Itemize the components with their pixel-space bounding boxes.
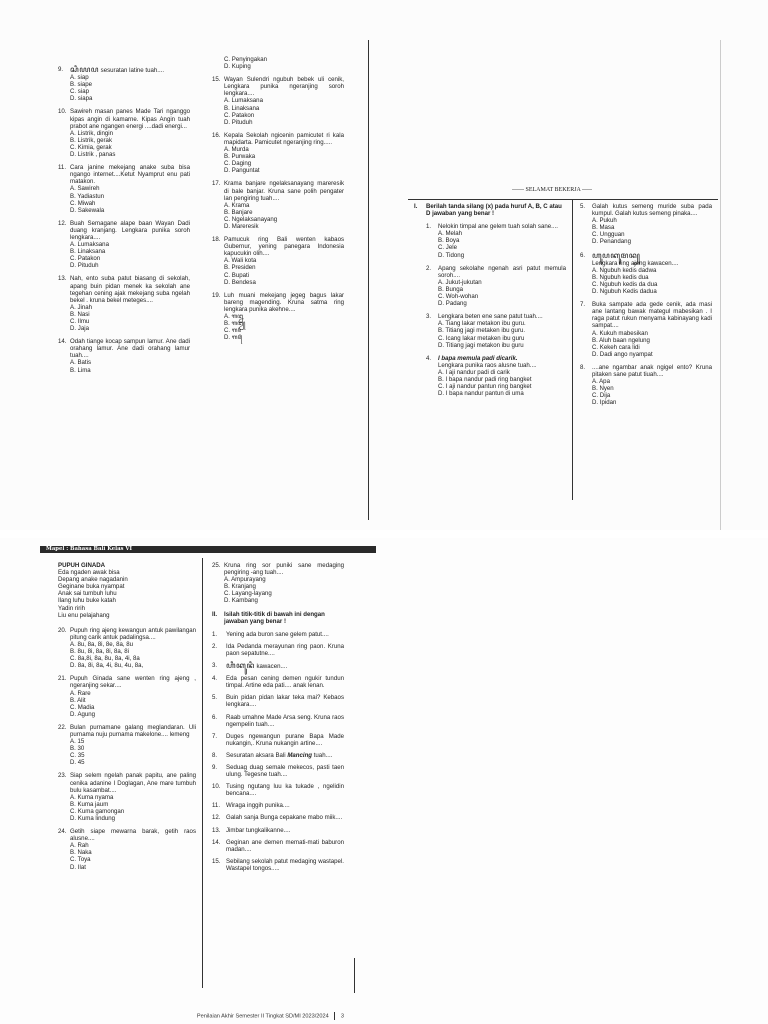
section-2-heading: II. Isilah titik-titik di bawah ini dengan jawaban yang benar ! [212, 610, 325, 625]
essay-item [212, 783, 344, 797]
answer-option[interactable]: C. Miwah [70, 199, 96, 207]
section-rule [408, 199, 718, 200]
essay-item [212, 814, 344, 821]
answer-option[interactable]: D. Tidong [438, 251, 465, 259]
answer-option[interactable]: A. 8u, 8a, 8i, 8e, 8a, 8u [70, 640, 134, 648]
answer-option[interactable]: C. Icang lakar metaken ibu guru [438, 334, 525, 342]
answer-option[interactable]: C. Ilmu [70, 318, 90, 325]
essay-text: ꦲꦶꦏꦸꦤꦶ kawacen.... [226, 661, 288, 671]
answer-option[interactable]: C. Ngubuh kedis da dua [592, 280, 658, 288]
answer-option[interactable]: B. Nasi [70, 310, 90, 318]
page-number: 3 [340, 1013, 344, 1020]
answer-option[interactable]: B. siape [70, 81, 93, 89]
question-text: Sawireh masan panes Made Tari nganggo kipas angin di kamarne. Kipas Angin tuah prabot ane ngangen energi ....dadi energi... [70, 108, 190, 130]
answer-option[interactable]: B. Ngubuh kedis dua [592, 273, 649, 281]
balinese-script: ꦲꦸꦥꦏꦸꦩꦤ꧀ [592, 250, 641, 260]
column-divider-3 [720, 40, 721, 530]
essay-text: Sesuratan aksara Bali Mancing tuah.... [226, 751, 333, 759]
question-number: 19. [212, 291, 221, 299]
question-text: ....ane ngambar anak ngigel ento? Kruna pitaken sane patut tiuah.... [592, 363, 712, 378]
essay-item [212, 643, 344, 657]
question-number: 5. [580, 203, 586, 210]
answer-option[interactable]: C. Toya [70, 856, 91, 864]
answer-option[interactable]: A. Sawireh [70, 185, 100, 193]
column-divider-2 [354, 958, 355, 993]
essay-item [212, 631, 344, 638]
essay-number: 9. [212, 763, 218, 771]
question-text: I bapa memula padi dicarik. Lengkara punika raos alusne tuah.... [438, 354, 537, 369]
answer-option[interactable]: C. I aji nandur pantun ring bangket [438, 383, 532, 391]
answer-option[interactable]: D. Listrik , panas [70, 151, 116, 159]
question-25: 25. Kruna ring sor puniki sane medaging pengiring -ang tuah.... A. Ampurayang B. Kranjang C. Layang-layang D. Kambang [212, 562, 344, 605]
question [580, 364, 712, 407]
answer-option[interactable]: A. Rare [70, 689, 91, 697]
answer-option[interactable]: B. Titiang jagi metaken ibu guru. [438, 327, 526, 335]
question [426, 313, 566, 348]
essay-item [212, 675, 344, 689]
answer-option[interactable]: C. Patakon [70, 255, 101, 263]
answer-option[interactable]: A. Ngubuh kedis dadwa [592, 266, 657, 274]
question-text: Lengkara beten ene sane patut tuah.... [438, 313, 543, 321]
page-footer [197, 1012, 344, 1020]
question-text: Cara janine mekejang anake suba bisa ngango internet....Ketut Nyamprut enu pati matakon. [70, 164, 190, 186]
essay-number: 15. [212, 857, 221, 865]
answer-option[interactable]: A. 15 [70, 738, 85, 746]
question-number: 21. [58, 675, 67, 683]
essay-text: Galah sanja Bunga cepakane mabo miik.... [226, 814, 343, 822]
answer-option[interactable]: A. ꧑꧒ [224, 313, 244, 320]
answer-option[interactable]: B. Alit [70, 696, 86, 704]
question-number: 14. [58, 338, 67, 346]
answer-option[interactable]: A. Lumaksana [224, 97, 263, 105]
question-text: Pupuh Ginada sane wenten ring ajeng , ngeranjing sekar.... [70, 675, 196, 690]
answer-option[interactable]: C. Bupati [224, 271, 250, 279]
essay-number: 12. [212, 814, 221, 822]
essay-item [212, 714, 344, 728]
answer-option[interactable]: B. Lima [70, 366, 91, 374]
answer-option[interactable]: B. Boya [438, 237, 460, 245]
essay-text: Yening ada buron sane gelem patut.... [226, 630, 329, 638]
question [58, 108, 190, 158]
question-number: 22. [58, 723, 67, 731]
essay-text: Jimbar tungkalikanne.... [226, 826, 291, 834]
bottom-page [0, 538, 768, 1024]
question-number: 4. [426, 354, 432, 362]
answer-option[interactable]: B. Listrik, gerak [70, 136, 112, 144]
question-number: 9. [58, 66, 64, 73]
answer-option[interactable]: A. siap [70, 74, 89, 82]
answer-option[interactable]: C. Dija [592, 392, 611, 400]
poem-line: Liu enu pelajahang [58, 611, 110, 619]
answer-option[interactable]: A. Kuma nyama [70, 793, 114, 801]
answer-option[interactable]: D. Bendesa [224, 278, 256, 286]
question-text: Pupuh ring ajeng kewangun antuk pawilangan pitung carik antuk padalingsa.... [70, 626, 196, 641]
section-1-questions [414, 223, 566, 397]
essay-number: 13. [212, 826, 221, 834]
answer-option[interactable]: A. Ampurayang [224, 576, 266, 584]
answer-option[interactable]: D. Kuping [224, 63, 251, 71]
balinese-script: ꦲꦶꦏꦸꦤꦶ [226, 661, 255, 671]
answer-option[interactable]: A. Jukut-jukutan [438, 278, 482, 286]
answer-option[interactable]: D. Penandang [592, 238, 631, 246]
essay-item [212, 752, 344, 759]
answer-option[interactable]: B. Aluh baan ngelung [592, 336, 650, 344]
question [58, 164, 190, 214]
poem-line: Ilang luhu buke katah [58, 597, 116, 605]
essay-number: 3. [212, 662, 218, 670]
poem [58, 569, 196, 619]
answer-option[interactable]: A. Murda [224, 146, 249, 154]
question-number: 10. [58, 108, 67, 116]
footer-text: Penilaian Akhir Semester II Tingkat SD/MI 2023/2024 [196, 1013, 329, 1020]
essay-item [212, 694, 344, 708]
answer-option[interactable]: D. Titiang jagi metakon ibu guru [438, 341, 524, 349]
poem-title: PUPUH GINADA [58, 562, 106, 569]
question [426, 355, 566, 398]
question [58, 627, 196, 670]
column-divider [202, 558, 203, 988]
question-text: ꦱꦶꦪꦥ sesuratan latine tuah.... [70, 65, 165, 74]
question [426, 223, 566, 258]
question-text: Nelokin timpal ane gelem tuah solah sane.... [438, 223, 558, 231]
question [212, 132, 344, 175]
subject-header: Mapel : Bahasa Bali Kelas VI [40, 546, 376, 553]
answer-option[interactable]: D. Padang [438, 300, 467, 308]
essay-text: Raab umahne Made Arsa seng. Kruna raos ngempelin tuah.... [226, 713, 344, 728]
answer-option[interactable]: B. Presiden [224, 264, 256, 272]
question-number: 24. [58, 828, 67, 836]
question [580, 203, 712, 246]
question-text: Pamucuk ring Bali wenten kabaos Gubernur, yening panegara Indonesia kapucukin olih.... [224, 236, 344, 258]
answer-option[interactable]: C. Madia [70, 703, 95, 711]
poem-line: Depang anake nagadanin [58, 576, 128, 584]
question-text: Odah tiange kocap sampun lamur. Ane dadi orahang lamur. Ane dadi orahang lamur tuah.... [70, 338, 190, 360]
answer-option[interactable]: D. Panguntat [224, 167, 260, 175]
question-number: 7. [580, 301, 586, 309]
answer-option[interactable]: B. Yadiastun [70, 192, 104, 200]
answer-option[interactable]: C. Penyingakan [224, 56, 268, 63]
question-number: 3. [426, 313, 432, 321]
question [580, 252, 712, 296]
answer-option[interactable]: C. Kimia, gerak [70, 143, 112, 151]
top-column-4 [580, 203, 712, 412]
essay-item [212, 764, 344, 778]
question-text: Nah, ento suba patut biasang di sekolah, apang buin pidan menek ka sekolah ane tegehan cening ajak mekejang suba ngelah bekel . kruna bekel meteges.... [70, 275, 190, 304]
answer-option[interactable]: A. I aji nandur padi di carik [438, 368, 510, 376]
essay-item [212, 839, 344, 853]
answer-option[interactable]: D. Ipidan [592, 399, 617, 407]
answer-option[interactable]: D. 45 [70, 759, 85, 767]
answer-option[interactable]: A. Lumaksana [70, 241, 109, 249]
answer-option[interactable]: C. Jele [438, 244, 457, 252]
answer-option[interactable]: B. 8u, 8i, 8a, 8i, 8a, 8i [70, 648, 129, 656]
answer-option[interactable]: C. Ngelaksanayang [224, 215, 278, 223]
top-column-3 [414, 203, 566, 403]
answer-option[interactable]: D. Pituduh [224, 118, 253, 126]
answer-option[interactable]: C. Woh-wohan [438, 293, 479, 301]
essay-text: Eda pesan cening demen ngukir tundun timpal. Artine eda pati.... anak lenan. [226, 675, 344, 690]
question-text: Luh muani mekejang jegeg bagus lakar bareng magending. Kruna satma ring lengkara punika akehne.... [224, 291, 344, 313]
question-text: Wayan Sulendri ngubuh bebek uli cenik, Lengkara punika ngeranjing soroh lengkara.... [224, 76, 344, 98]
answer-option[interactable]: D. ꧑꧕ [224, 334, 243, 342]
answer-option[interactable]: C. 35 [70, 752, 85, 760]
essay-number: 2. [212, 642, 218, 650]
question-number: 17. [212, 180, 221, 188]
answer-option[interactable]: D. Dadi ango nyampat [592, 350, 653, 358]
answer-option[interactable]: B. Bunga [438, 285, 464, 293]
essay-text: Wiraga inggih punika.... [226, 802, 290, 810]
essay-item [212, 662, 344, 670]
answer-option[interactable]: C. ꧑꧔ [224, 327, 242, 335]
question [212, 236, 344, 286]
question-number: 12. [58, 219, 67, 227]
question-number: 15. [212, 76, 221, 84]
answer-option[interactable]: D. Jaja [70, 325, 89, 333]
balinese-script: ꦱꦶꦪꦥ [70, 65, 99, 74]
closing-message: ------ SELAMAT BEKERJA ----- [512, 187, 593, 193]
answer-option[interactable]: C. Ungguan [592, 231, 625, 239]
answer-option[interactable]: D. Kuma lindung [70, 815, 116, 822]
answer-option[interactable]: B. Banjare [224, 208, 253, 216]
poem-line: Anak sai tumbuh luhu [58, 590, 117, 598]
answer-option[interactable]: B. Linaksana [70, 248, 106, 256]
answer-option[interactable]: B. ꧑꧓ [224, 320, 246, 328]
essay-item [212, 827, 344, 834]
answer-option[interactable]: B. Masa [592, 224, 615, 232]
essay-item [212, 802, 344, 809]
essay-text: Seduag duag semale mekecos, pasti taen ulung. Tegesne tuah.... [226, 763, 344, 779]
question [58, 675, 196, 718]
answer-option[interactable]: C. Layang-layang [224, 590, 272, 598]
answer-option[interactable]: B. Kranjang [224, 583, 256, 591]
question [58, 338, 190, 373]
essay-number: 11. [212, 802, 221, 810]
question-number: 2. [426, 264, 432, 272]
question-text: Getih siape mewarna barak, getih raos alusne.... [70, 828, 196, 843]
answer-option[interactable]: B. Purwaka [224, 153, 256, 161]
answer-option[interactable]: D. Agung [70, 710, 96, 718]
answer-option[interactable]: B. 30 [70, 745, 85, 753]
question [58, 724, 196, 767]
essay-text: Tusing ngutang luu ka tukade , ngelidin bencana.... [226, 783, 344, 798]
question [58, 828, 196, 871]
answer-option[interactable]: A. Batis [70, 359, 91, 367]
answer-option[interactable]: B. Linaksana [224, 104, 260, 112]
top-column-2 [212, 56, 344, 347]
top-column-1 [58, 66, 190, 380]
answer-option[interactable]: D. I bapa nandur pantun di uma [438, 390, 524, 398]
essay-number: 10. [212, 783, 221, 791]
column-divider-2 [572, 200, 573, 500]
answer-option[interactable]: B. Naka [70, 849, 92, 857]
question-number: 8. [580, 363, 586, 371]
question-number: 23. [58, 772, 67, 780]
question-number: 11. [58, 164, 67, 172]
answer-option[interactable]: B. Nyen [592, 385, 614, 393]
answer-option[interactable]: C. Kekeh cara lidi [592, 343, 640, 351]
question-number: 1. [426, 223, 432, 231]
essay-item [212, 858, 344, 872]
essay-number: 4. [212, 675, 218, 683]
answer-option[interactable]: A. Melah [438, 230, 463, 238]
section-1-heading: I. Berilah tanda silang (x) pada huruf A, B, C atau D jawaban yang benar ! [414, 203, 562, 218]
question [58, 772, 196, 822]
answer-option[interactable]: D. Sakewala [70, 206, 105, 214]
question-text: Siap selem ngelah panak papitu, ane paling cenika adanine I Doglagan, Ane mare tumbuh bulu kasambat.... [70, 772, 196, 794]
answer-option[interactable]: C. Daging [224, 160, 252, 168]
question-number: 6. [580, 251, 586, 259]
question [58, 66, 190, 102]
answer-option[interactable]: D. 8a, 8i, 8a, 4i, 8u, 4u, 8a, [70, 662, 144, 670]
question-text: Krama banjare ngelaksanayang mareresik di bale banjar. Kruna sane polih pengater lan pengiring tuah.... [224, 180, 344, 202]
question [58, 220, 190, 270]
answer-option[interactable]: A. Jinah [70, 303, 93, 311]
question [58, 275, 190, 332]
question-number: 16. [212, 131, 221, 139]
essay-number: 1. [212, 630, 218, 638]
essay-number: 7. [212, 732, 218, 740]
answer-option[interactable]: A. Listrik, dingin [70, 129, 114, 137]
bottom-column-2 [212, 562, 344, 877]
question-text: Galah kutus semeng muride suba pada kumpul. Galah kutus semeng pinaka.... [592, 203, 712, 218]
question-text: Apang sekolahe ngenah asri patut memula soroh.... [438, 264, 566, 279]
question [426, 265, 566, 308]
answer-option[interactable]: C. Patakon [224, 111, 255, 119]
essay-questions [212, 631, 344, 872]
answer-option[interactable]: A. Tiang lakar metakon ibu guru. [438, 320, 526, 328]
essay-text: Buin pidan pidan lakar teka mai? Kebaos lengkara.... [226, 694, 344, 709]
answer-option[interactable]: B. Kuma jaum [70, 800, 109, 808]
essay-number: 14. [212, 838, 221, 846]
answer-option[interactable]: C. siap [70, 88, 89, 96]
answer-option[interactable]: A. Rah [70, 842, 89, 850]
answer-option[interactable]: C. Kuma gamongan [70, 807, 125, 815]
answer-option[interactable]: A. Pukuh [592, 217, 617, 225]
answer-option[interactable]: A. Kukuh mabesikan [592, 329, 648, 337]
essay-text: Ida Pedanda merayunan ring paon. Kruna paon sepatutne.... [226, 642, 344, 657]
question [580, 301, 712, 358]
essay-text: Geginan ane demen memati-mati baburon madan.... [226, 838, 344, 853]
question-text: ꦲꦸꦥꦏꦸꦩꦤ꧀ Lengkara ring ajeng kawacen.... [592, 250, 679, 267]
essay-text: Sebilang sekolah patut medaging wastapel. Wastapel tongos..... [226, 857, 344, 872]
answer-option[interactable]: A. Wali kota [224, 257, 257, 265]
column-divider [368, 40, 369, 520]
answer-option[interactable]: D. siapa [70, 95, 93, 103]
answer-option[interactable]: A. Apa [592, 378, 610, 386]
question-text: Buka sampate ada gede cenik, ada masi ane lantang bawak mategul mabesikan . I raga patut rukun menyama kabinayang kadi sampat.... [592, 301, 712, 330]
bottom-questions-left [58, 627, 196, 871]
question [212, 180, 344, 230]
essay-item [212, 733, 344, 747]
answer-option[interactable]: D. Kambang [224, 597, 258, 605]
question-text: Bulan purnamane galang meglandaran. Uli purnama nuju purnama makelone.... lemeng [70, 723, 196, 738]
question [212, 76, 344, 126]
essay-number: 5. [212, 694, 218, 702]
answer-option[interactable]: B. I bapa nandur padi ring bangket [438, 375, 532, 383]
essay-text: Duges ngewangun purane Bapa Made nukangin,. Kruna nukangin artine.... [226, 732, 344, 747]
bottom-column-1 [58, 562, 196, 877]
answer-option[interactable]: D. Ngubuh Kedis dadua [592, 288, 657, 296]
poem-line: Yadin ririh [58, 604, 85, 612]
question-number: 20. [58, 626, 67, 634]
essay-number: 8. [212, 751, 218, 759]
answer-option[interactable]: D. Pituduh [70, 262, 99, 270]
answer-option[interactable]: D. Mareresik [224, 222, 259, 230]
question-number: 18. [212, 236, 221, 244]
question [212, 292, 344, 342]
question-number: 13. [58, 275, 67, 283]
answer-option[interactable]: C. 8a,8i, 8a, 8u, 8a, 4i, 8a [70, 655, 140, 663]
question-text: Kepala Sekolah ngicenin pamicutet ri kala mapidarta. Pamicutet ngeranjing ring..... [224, 131, 344, 146]
poem-line: Eda ngaden awak bisa [58, 569, 120, 577]
essay-number: 6. [212, 713, 218, 721]
answer-option[interactable]: D. Ilat [70, 863, 86, 871]
answer-option[interactable]: A. Krama [224, 201, 250, 209]
poem-line: Geginane buka nyampat [58, 583, 125, 591]
question-text: Buah Semagane alape baan Wayan Dadi duang kranjang. Lengkara punika soroh lengkara.... [70, 219, 190, 241]
